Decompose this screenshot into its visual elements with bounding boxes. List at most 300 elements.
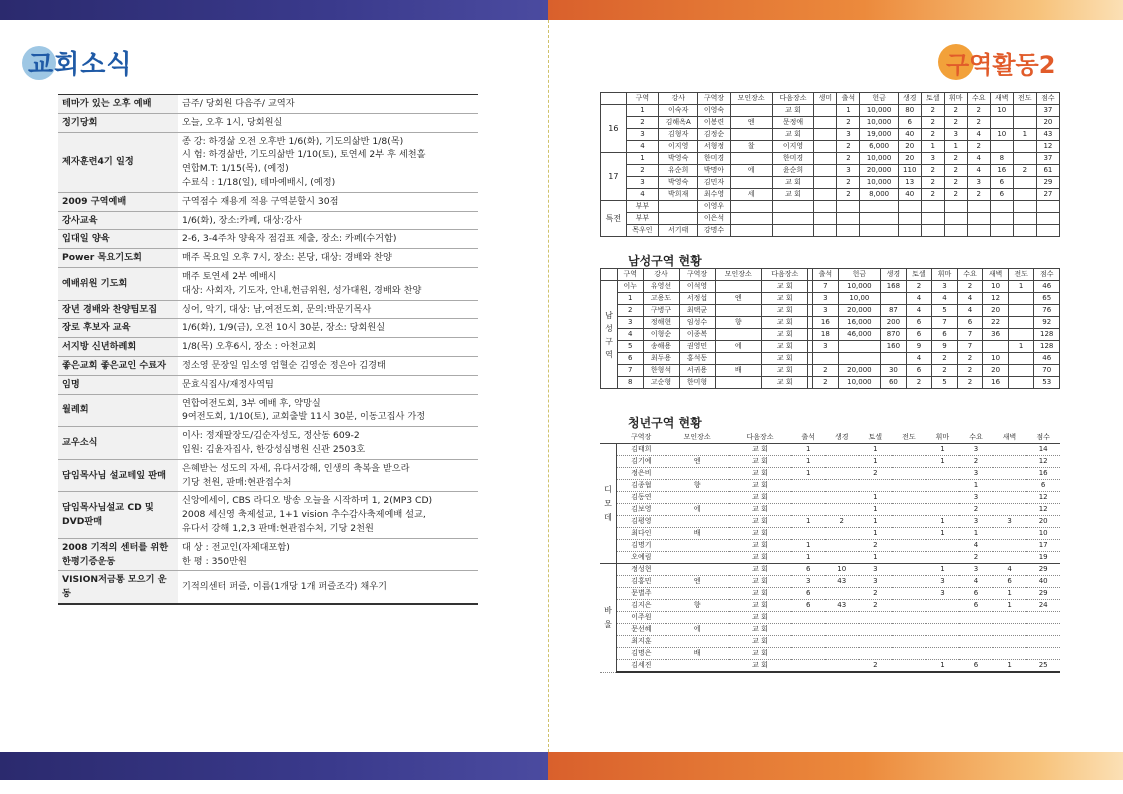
table-cell: 110 xyxy=(898,165,921,177)
table-cell: 6 xyxy=(906,365,932,377)
table-cell xyxy=(926,600,960,612)
table-row xyxy=(601,129,1060,141)
table-cell: 서귀용 xyxy=(679,365,715,377)
table-cell xyxy=(825,540,859,552)
table-cell: 교 회 xyxy=(729,528,792,540)
table-row xyxy=(600,504,1060,516)
table-cell: 43 xyxy=(825,576,859,588)
table-cell: 2 xyxy=(932,353,958,365)
table-cell: 교 회 xyxy=(762,317,808,329)
table-cell: 2 xyxy=(813,377,839,389)
table-cell xyxy=(666,660,729,673)
table-cell: 2 xyxy=(618,305,644,317)
church-news-table xyxy=(58,94,478,605)
table-cell: 7 xyxy=(813,281,839,293)
table-row xyxy=(601,225,1060,237)
group-label: 남성구역 xyxy=(601,281,618,389)
table-cell xyxy=(892,660,926,673)
table-cell: 교 회 xyxy=(729,540,792,552)
table-cell: 2 xyxy=(967,141,990,153)
table-cell: 찰 xyxy=(730,141,772,153)
header-cell: 구역장 xyxy=(617,432,666,444)
header-cell: 생경 xyxy=(881,269,907,281)
table-cell: 고용도 xyxy=(643,293,679,305)
table-cell: 20 xyxy=(898,141,921,153)
header-cell: 휘마 xyxy=(926,432,960,444)
header-cell: 다음장소 xyxy=(772,93,814,105)
table-cell: 29 xyxy=(1026,588,1060,600)
table-cell: 향 xyxy=(715,317,761,329)
table-cell: 2 xyxy=(906,281,932,293)
men-group-table xyxy=(600,268,1060,389)
women-group-table xyxy=(600,92,1060,237)
table-cell: 5 xyxy=(932,377,958,389)
table-cell: 36 xyxy=(983,329,1009,341)
table-cell: 1 xyxy=(626,153,658,165)
table-cell xyxy=(859,624,893,636)
table-cell xyxy=(791,636,825,648)
table-cell: 이봉련 xyxy=(698,117,730,129)
group-label: 디모데 xyxy=(600,444,617,564)
table-row xyxy=(601,153,1060,165)
table-cell: 46 xyxy=(1034,353,1060,365)
news-row xyxy=(58,249,478,268)
table-cell: 60 xyxy=(881,377,907,389)
table-cell: 7 xyxy=(957,329,983,341)
table-row xyxy=(600,540,1060,552)
table-cell xyxy=(730,213,772,225)
table-header-row xyxy=(600,432,1060,444)
table-cell: 3 xyxy=(959,516,993,528)
table-cell: 2 xyxy=(921,117,944,129)
table-cell: 2 xyxy=(921,165,944,177)
news-row xyxy=(58,230,478,249)
table-cell xyxy=(881,353,907,365)
table-cell xyxy=(730,225,772,237)
table-cell: 김평영 xyxy=(617,516,666,528)
table-cell: 정은비 xyxy=(617,468,666,480)
table-row xyxy=(600,660,1060,673)
table-cell: 교 회 xyxy=(762,281,808,293)
table-cell: 1 xyxy=(837,105,860,117)
table-cell: 6 xyxy=(1026,480,1060,492)
header-cell: 휘마 xyxy=(932,269,958,281)
table-cell xyxy=(715,305,761,317)
table-cell: 2 xyxy=(944,177,967,189)
table-cell: 37 xyxy=(1036,153,1059,165)
table-cell: 1 xyxy=(993,588,1027,600)
table-cell: 향 xyxy=(666,600,729,612)
table-cell xyxy=(892,492,926,504)
table-cell: 10 xyxy=(990,105,1013,117)
table-cell: 3 xyxy=(837,165,860,177)
table-cell: 20,000 xyxy=(838,305,881,317)
table-cell: 2 xyxy=(957,353,983,365)
table-cell: 배 xyxy=(715,365,761,377)
table-row xyxy=(600,576,1060,588)
table-cell: 1 xyxy=(791,468,825,480)
men-group-title: 남성구역 현황 xyxy=(628,254,702,268)
table-cell: 2 xyxy=(957,377,983,389)
table-cell: 김세진 xyxy=(617,660,666,673)
table-cell: 2 xyxy=(944,105,967,117)
table-cell xyxy=(993,444,1027,456)
news-label: 2008 기적의 센터를 위한 한평기증운동 xyxy=(58,538,178,571)
table-cell xyxy=(993,468,1027,480)
table-cell: 10,000 xyxy=(838,281,881,293)
table-cell: 10,000 xyxy=(860,153,898,165)
table-row xyxy=(600,612,1060,624)
table-cell: 박영숙 xyxy=(659,177,698,189)
news-content: 대 상 : 전교인(자체대포함) 한 평 : 350만원 xyxy=(178,538,478,571)
table-cell xyxy=(993,636,1027,648)
table-cell xyxy=(892,636,926,648)
table-cell xyxy=(926,552,960,564)
header-cell: 생경 xyxy=(898,93,921,105)
header-cell: 다음장소 xyxy=(762,269,808,281)
news-content: 신앙에세이, CBS 라디오 방송 오늘을 시작하며 1, 2(MP3 CD) 2008 세신영 축제설교, 1+1 vision 추수감사축제예배 설교, 유다서 강해 1,2,3 판매:현관접수처, 기당 2천원 xyxy=(178,492,478,538)
table-cell: 2 xyxy=(859,468,893,480)
table-cell: 6 xyxy=(791,600,825,612)
table-row xyxy=(601,105,1060,117)
table-cell: 3 xyxy=(993,516,1027,528)
table-cell xyxy=(926,540,960,552)
header-cell: 모인장소 xyxy=(715,269,761,281)
header-cell: 구역장 xyxy=(698,93,730,105)
table-cell xyxy=(730,201,772,213)
table-cell: 홍석동 xyxy=(679,353,715,365)
table-cell xyxy=(993,492,1027,504)
table-row xyxy=(601,201,1060,213)
table-cell: 2 xyxy=(859,660,893,673)
church-news-heading xyxy=(22,42,132,82)
table-cell: 6 xyxy=(957,317,983,329)
header-cell: 생미 xyxy=(814,93,837,105)
table-cell: 4 xyxy=(618,329,644,341)
table-cell: 1 xyxy=(859,492,893,504)
table-cell xyxy=(892,528,926,540)
table-cell: 교 회 xyxy=(772,105,814,117)
table-cell xyxy=(825,660,859,673)
table-cell: 세 xyxy=(730,189,772,201)
table-cell xyxy=(666,552,729,564)
table-cell: 유영선 xyxy=(643,281,679,293)
table-cell xyxy=(825,456,859,468)
table-cell xyxy=(993,456,1027,468)
news-content: 싱어, 악기, 대상: 남,여전도회, 문의:박문기목사 xyxy=(178,300,478,319)
table-cell: 교 회 xyxy=(729,516,792,528)
table-cell xyxy=(993,552,1027,564)
table-cell: 서정섭 xyxy=(679,293,715,305)
table-cell: 4 xyxy=(906,305,932,317)
table-cell: 3 xyxy=(967,177,990,189)
header-cell: 점수 xyxy=(1034,269,1060,281)
table-cell: 부부 xyxy=(626,213,658,225)
table-cell xyxy=(791,660,825,673)
table-cell: 10 xyxy=(825,564,859,576)
news-content: 구역점수 재용게 적용 구역분할시 30점 xyxy=(178,192,478,211)
table-cell: 김동연 xyxy=(617,492,666,504)
table-cell xyxy=(666,564,729,576)
table-cell: 7 xyxy=(957,341,983,353)
table-cell xyxy=(926,624,960,636)
table-cell xyxy=(860,225,898,237)
table-cell xyxy=(1008,377,1034,389)
table-cell: 40 xyxy=(898,129,921,141)
table-row xyxy=(601,341,1060,353)
table-cell: 3 xyxy=(813,293,839,305)
table-cell xyxy=(825,468,859,480)
table-cell: 2 xyxy=(825,516,859,528)
table-cell: 오예림 xyxy=(617,552,666,564)
table-cell xyxy=(791,504,825,516)
header-cell: 수요 xyxy=(959,432,993,444)
table-cell xyxy=(814,153,837,165)
table-cell xyxy=(1036,225,1059,237)
group-label: 특전 xyxy=(601,201,627,237)
table-cell xyxy=(898,201,921,213)
table-cell: 최택균 xyxy=(679,305,715,317)
table-row xyxy=(601,213,1060,225)
table-cell xyxy=(838,353,881,365)
table-cell xyxy=(892,444,926,456)
table-cell: 3 xyxy=(626,177,658,189)
table-cell xyxy=(892,480,926,492)
table-cell: 교 회 xyxy=(729,636,792,648)
table-cell xyxy=(825,552,859,564)
table-cell xyxy=(1013,153,1036,165)
table-cell: 향 xyxy=(666,480,729,492)
table-cell: 6 xyxy=(990,177,1013,189)
table-cell xyxy=(837,225,860,237)
table-cell xyxy=(814,129,837,141)
table-cell: 최지훈 xyxy=(617,636,666,648)
table-cell: 14 xyxy=(1026,444,1060,456)
table-cell: 정성현 xyxy=(617,564,666,576)
table-cell xyxy=(990,213,1013,225)
table-cell: 1 xyxy=(791,444,825,456)
table-cell: 엔 xyxy=(715,293,761,305)
news-label: 예배위원 기도회 xyxy=(58,267,178,300)
table-cell xyxy=(791,480,825,492)
header-cell: 출석 xyxy=(791,432,825,444)
table-cell: 6 xyxy=(932,329,958,341)
header-cell-group xyxy=(601,269,618,281)
table-cell: 27 xyxy=(1036,189,1059,201)
table-cell: 유순희 xyxy=(659,165,698,177)
table-cell: 김명은 xyxy=(617,648,666,660)
table-cell: 1 xyxy=(859,528,893,540)
table-cell: 이은석 xyxy=(698,213,730,225)
table-cell xyxy=(730,105,772,117)
table-cell: 20 xyxy=(983,365,1009,377)
table-cell xyxy=(926,480,960,492)
table-cell: 6 xyxy=(791,588,825,600)
table-cell: 교 회 xyxy=(762,329,808,341)
table-row xyxy=(601,165,1060,177)
table-cell: 2 xyxy=(859,588,893,600)
table-cell: 4 xyxy=(959,540,993,552)
table-cell xyxy=(993,504,1027,516)
table-cell xyxy=(730,153,772,165)
table-cell xyxy=(837,213,860,225)
table-cell xyxy=(892,516,926,528)
table-row xyxy=(601,305,1060,317)
table-cell: 권영민 xyxy=(679,341,715,353)
table-cell: 12 xyxy=(1026,456,1060,468)
table-cell xyxy=(993,648,1027,660)
table-cell: 5 xyxy=(932,305,958,317)
table-cell: 김기예 xyxy=(617,456,666,468)
group-label: 17 xyxy=(601,153,627,201)
table-cell: 7 xyxy=(932,317,958,329)
table-cell: 구병구 xyxy=(643,305,679,317)
table-cell: 교 회 xyxy=(772,129,814,141)
table-cell: 20,000 xyxy=(838,365,881,377)
news-label: 월례회 xyxy=(58,394,178,427)
table-cell: 송해용 xyxy=(643,341,679,353)
news-content: 매주 토연세 2부 예배시 대상: 사회자, 기도자, 안내,헌금위원, 성가대원, 경배와 찬양 xyxy=(178,267,478,300)
table-cell xyxy=(892,552,926,564)
table-cell xyxy=(959,624,993,636)
table-row xyxy=(600,564,1060,576)
table-cell: 배 xyxy=(666,528,729,540)
table-header-row xyxy=(601,93,1060,105)
header-cell: 점수 xyxy=(1026,432,1060,444)
table-cell xyxy=(926,612,960,624)
table-cell: 16,000 xyxy=(838,317,881,329)
news-label: 교우소식 xyxy=(58,427,178,460)
group-activity-title: 구역활동2 xyxy=(946,50,1056,79)
table-cell: 교 회 xyxy=(729,648,792,660)
table-cell: 4 xyxy=(967,129,990,141)
table-cell: 8,000 xyxy=(860,189,898,201)
table-cell xyxy=(959,636,993,648)
table-cell: 29 xyxy=(1026,564,1060,576)
table-cell xyxy=(814,141,837,153)
table-cell: 김지은 xyxy=(617,600,666,612)
table-cell: 2 xyxy=(859,600,893,612)
news-row xyxy=(58,113,478,132)
table-cell: 1 xyxy=(791,516,825,528)
table-cell: 교 회 xyxy=(729,552,792,564)
table-cell xyxy=(659,201,698,213)
news-label: 강사교육 xyxy=(58,211,178,230)
news-content: 종 강: 하경삶 오전 오후반 1/6(화), 기도의삶반 1/8(목) 시 험: 하경삶반, 기도의삶반 1/10(토), 토연세 2부 후 세천홀 연합M.T: 1/15(목), (예정) 수료식 : 1/18(일), 테마예배시, (예정) xyxy=(178,132,478,192)
table-cell: 최다인 xyxy=(617,528,666,540)
table-cell: 3 xyxy=(618,317,644,329)
table-cell: 76 xyxy=(1034,305,1060,317)
table-cell: 고순형 xyxy=(643,377,679,389)
table-cell: 교 회 xyxy=(762,305,808,317)
table-cell xyxy=(892,648,926,660)
table-cell: 128 xyxy=(1034,341,1060,353)
table-cell xyxy=(730,129,772,141)
table-cell: 16 xyxy=(1026,468,1060,480)
table-cell xyxy=(892,576,926,588)
table-row xyxy=(600,516,1060,528)
table-cell: 10 xyxy=(1026,528,1060,540)
table-cell: 3 xyxy=(626,129,658,141)
table-cell xyxy=(859,612,893,624)
table-cell xyxy=(860,201,898,213)
table-cell: 이영숙 xyxy=(698,105,730,117)
table-cell: 16 xyxy=(983,377,1009,389)
table-cell xyxy=(825,648,859,660)
table-cell: 서형정 xyxy=(698,141,730,153)
table-cell xyxy=(1013,105,1036,117)
table-cell: 교 회 xyxy=(762,377,808,389)
table-cell: 30 xyxy=(881,365,907,377)
news-label: 좋은교회 좋은교인 수료자 xyxy=(58,356,178,375)
table-row xyxy=(601,365,1060,377)
header-cell: 전도 xyxy=(1013,93,1036,105)
table-cell: 20 xyxy=(1026,516,1060,528)
header-cell: 다음장소 xyxy=(729,432,792,444)
table-cell xyxy=(967,213,990,225)
table-cell: 교 회 xyxy=(772,189,814,201)
table-cell: 6 xyxy=(906,329,932,341)
news-label: 담임목사님 설교테잎 판매 xyxy=(58,459,178,492)
table-cell xyxy=(814,105,837,117)
table-cell: 1 xyxy=(1013,129,1036,141)
table-cell: 교 회 xyxy=(729,588,792,600)
table-cell: 3 xyxy=(959,492,993,504)
table-cell xyxy=(825,504,859,516)
table-cell: 10 xyxy=(990,129,1013,141)
table-cell: 1 xyxy=(1008,341,1034,353)
table-cell: 교 회 xyxy=(762,293,808,305)
table-cell xyxy=(1013,177,1036,189)
table-cell: 10 xyxy=(983,281,1009,293)
header-cell: 모인장소 xyxy=(730,93,772,105)
news-label: 서지방 신년하례회 xyxy=(58,338,178,357)
table-cell: 3 xyxy=(926,588,960,600)
table-cell: 46 xyxy=(1034,281,1060,293)
youth-group-table xyxy=(600,432,1060,673)
table-cell: 에 xyxy=(715,341,761,353)
group-label: 16 xyxy=(601,105,627,153)
header-cell: 새벽 xyxy=(983,269,1009,281)
table-row xyxy=(600,456,1060,468)
table-cell xyxy=(860,213,898,225)
table-cell: 4 xyxy=(957,305,983,317)
table-cell xyxy=(791,648,825,660)
table-cell: 교 회 xyxy=(762,353,808,365)
table-cell: 3 xyxy=(959,468,993,480)
header-cell: 토셀 xyxy=(859,432,893,444)
table-cell xyxy=(1013,225,1036,237)
table-cell xyxy=(892,612,926,624)
table-cell: 1 xyxy=(859,456,893,468)
table-cell xyxy=(993,612,1027,624)
table-cell: 6 xyxy=(618,353,644,365)
table-cell: 교 회 xyxy=(729,480,792,492)
table-cell xyxy=(990,117,1013,129)
header-cell: 새벽 xyxy=(993,432,1027,444)
table-cell: 2 xyxy=(959,552,993,564)
table-cell xyxy=(921,201,944,213)
table-cell: 20,000 xyxy=(860,165,898,177)
table-row xyxy=(601,317,1060,329)
table-cell: 24 xyxy=(1026,600,1060,612)
header-cell: 점수 xyxy=(1036,93,1059,105)
table-cell: 엔 xyxy=(666,456,729,468)
table-cell: 1 xyxy=(921,141,944,153)
table-cell: 문별주 xyxy=(617,588,666,600)
table-cell: 2 xyxy=(944,153,967,165)
news-row xyxy=(58,300,478,319)
